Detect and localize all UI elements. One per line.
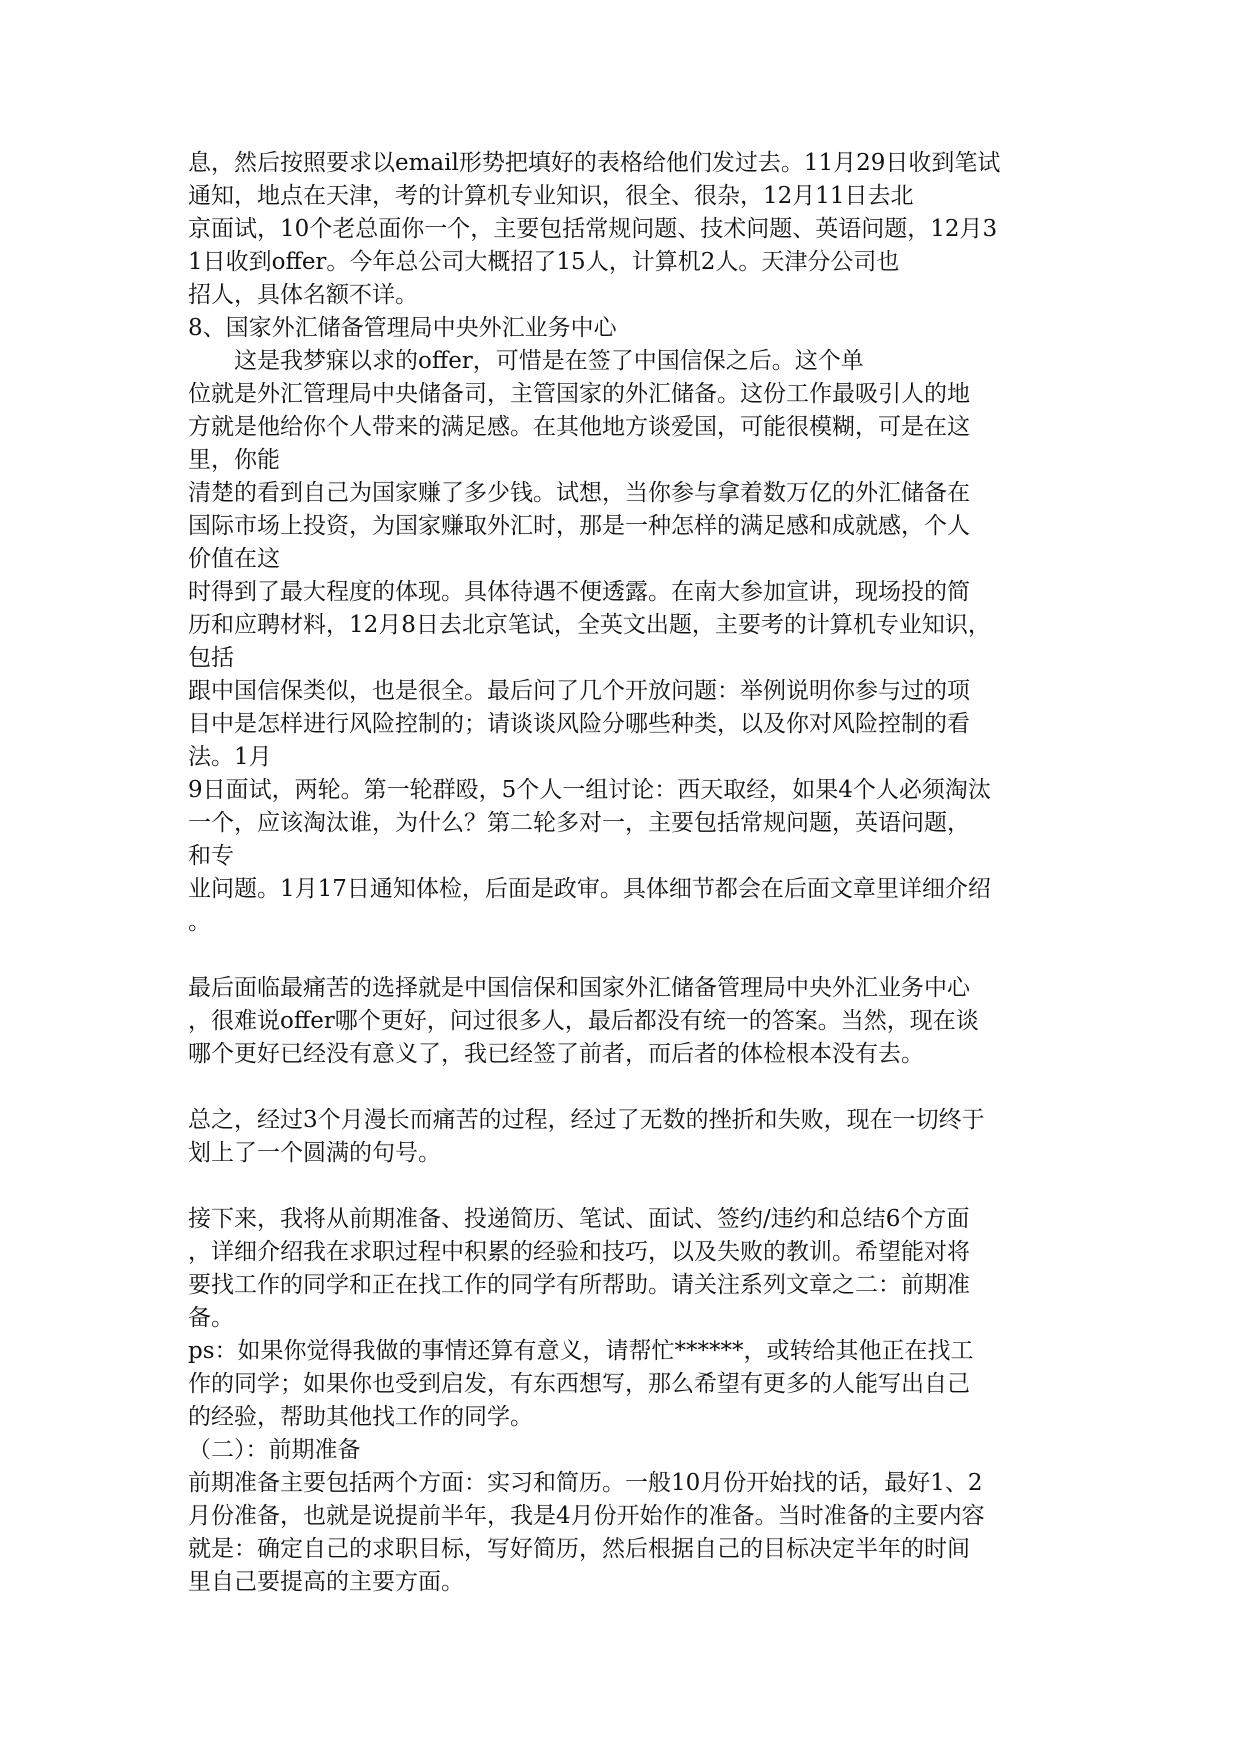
text-line: ps：如果你觉得我做的事情还算有意义，请帮忙******，或转给其他正在找工 [188,1338,974,1364]
text-line: 方就是他给你个人带来的满足感。在其他地方谈爱国，可能很模糊，可是在这 [188,414,970,440]
text-line: 接下来，我将从前期准备、投递简历、笔试、面试、签约/违约和总结6个方面 [188,1206,970,1232]
text-line: 息，然后按照要求以email形势把填好的表格给他们发过去。11月29日收到笔试 [188,150,1001,176]
paragraph-gap [188,939,1068,972]
text-line: 跟中国信保类似，也是很全。最后问了几个开放问题：举例说明你参与过的项 [188,678,970,704]
text-line: 总之，经过3个月漫长而痛苦的过程，经过了无数的挫折和失败，现在一切终于 [188,1107,985,1133]
text-line: 价值在这 [188,546,280,572]
text-line: 国际市场上投资，为国家赚取外汇时，那是一种怎样的满足感和成就感，个人 [188,513,970,539]
document-body [188,147,1068,1599]
text-line: 9日面试，两轮。第一轮群殴，5个人一组讨论：西天取经，如果4个人必须淘汰 [188,777,991,803]
text-line: 要找工作的同学和正在找工作的同学有所帮助。请关注系列文章之二：前期准 [188,1272,970,1298]
text-line: 这是我梦寐以求的offer，可惜是在签了中国信保之后。这个单 [234,348,864,374]
text-line: 。 [188,909,211,935]
paragraph-gap [188,1170,1068,1203]
text-line: 的经验，帮助其他找工作的同学。 [188,1404,533,1430]
text-line: 业问题。1月17日通知体检，后面是政审。具体细节都会在后面文章里详细介绍 [188,876,991,902]
text-line: 划上了一个圆满的句号。 [188,1140,441,1166]
text-line: 京面试，10个老总面你一个，主要包括常规问题、技术问题、英语问题，12月3 [188,216,998,242]
section-heading: （二）：前期准备 [188,1437,361,1463]
text-line: 前期准备主要包括两个方面：实习和简历。一般10月份开始找的话，最好1、2 [188,1470,983,1496]
text-line: 最后面临最痛苦的选择就是中国信保和国家外汇储备管理局中央外汇业务中心 [188,975,970,1001]
text-line: 清楚的看到自己为国家赚了多少钱。试想，当你参与拿着数万亿的外汇储备在 [188,480,970,506]
text-line: ，很难说offer哪个更好，问过很多人，最后都没有统一的答案。当然，现在谈 [188,1008,979,1034]
text-line: 位就是外汇管理局中央储备司，主管国家的外汇储备。这份工作最吸引人的地 [188,381,970,407]
text-line: 里，你能 [188,447,280,473]
text-line: 备。 [188,1305,234,1331]
text-line: 历和应聘材料，12月8日去北京笔试，全英文出题，主要考的计算机专业知识， [188,612,991,638]
text-line: 月份准备，也就是说提前半年，我是4月份开始作的准备。当时准备的主要内容 [188,1503,985,1529]
text-line: 包括 [188,645,234,671]
text-line: 目中是怎样进行风险控制的；请谈谈风险分哪些种类，以及你对风险控制的看 [188,711,970,737]
text-line: 就是：确定自己的求职目标，写好简历，然后根据自己的目标决定半年的时间 [188,1536,970,1562]
text-line: 一个，应该淘汰谁，为什么？第二轮多对一，主要包括常规问题，英语问题， [188,810,970,836]
text-line: 作的同学；如果你也受到启发，有东西想写，那么希望有更多的人能写出自己 [188,1371,970,1397]
text-line: 和专 [188,843,234,869]
text-line: 通知，地点在天津，考的计算机专业知识，很全、很杂，12月11日去北 [188,183,914,209]
text-line: 里自己要提高的主要方面。 [188,1569,464,1595]
text-line: 招人，具体名额不详。 [188,282,418,308]
text-line: 哪个更好已经没有意义了，我已经签了前者，而后者的体检根本没有去。 [188,1041,924,1067]
section-heading: 8、国家外汇储备管理局中央外汇业务中心 [188,315,617,341]
text-line: ，详细介绍我在求职过程中积累的经验和技巧，以及失败的教训。希望能对将 [188,1239,970,1265]
text-line: 1日收到offer。今年总公司大概招了15人，计算机2人。天津分公司也 [188,249,900,275]
paragraph-gap [188,1071,1068,1104]
text-line: 时得到了最大程度的体现。具体待遇不便透露。在南大参加宣讲，现场投的简 [188,579,970,605]
text-line: 法。1月 [188,744,272,770]
